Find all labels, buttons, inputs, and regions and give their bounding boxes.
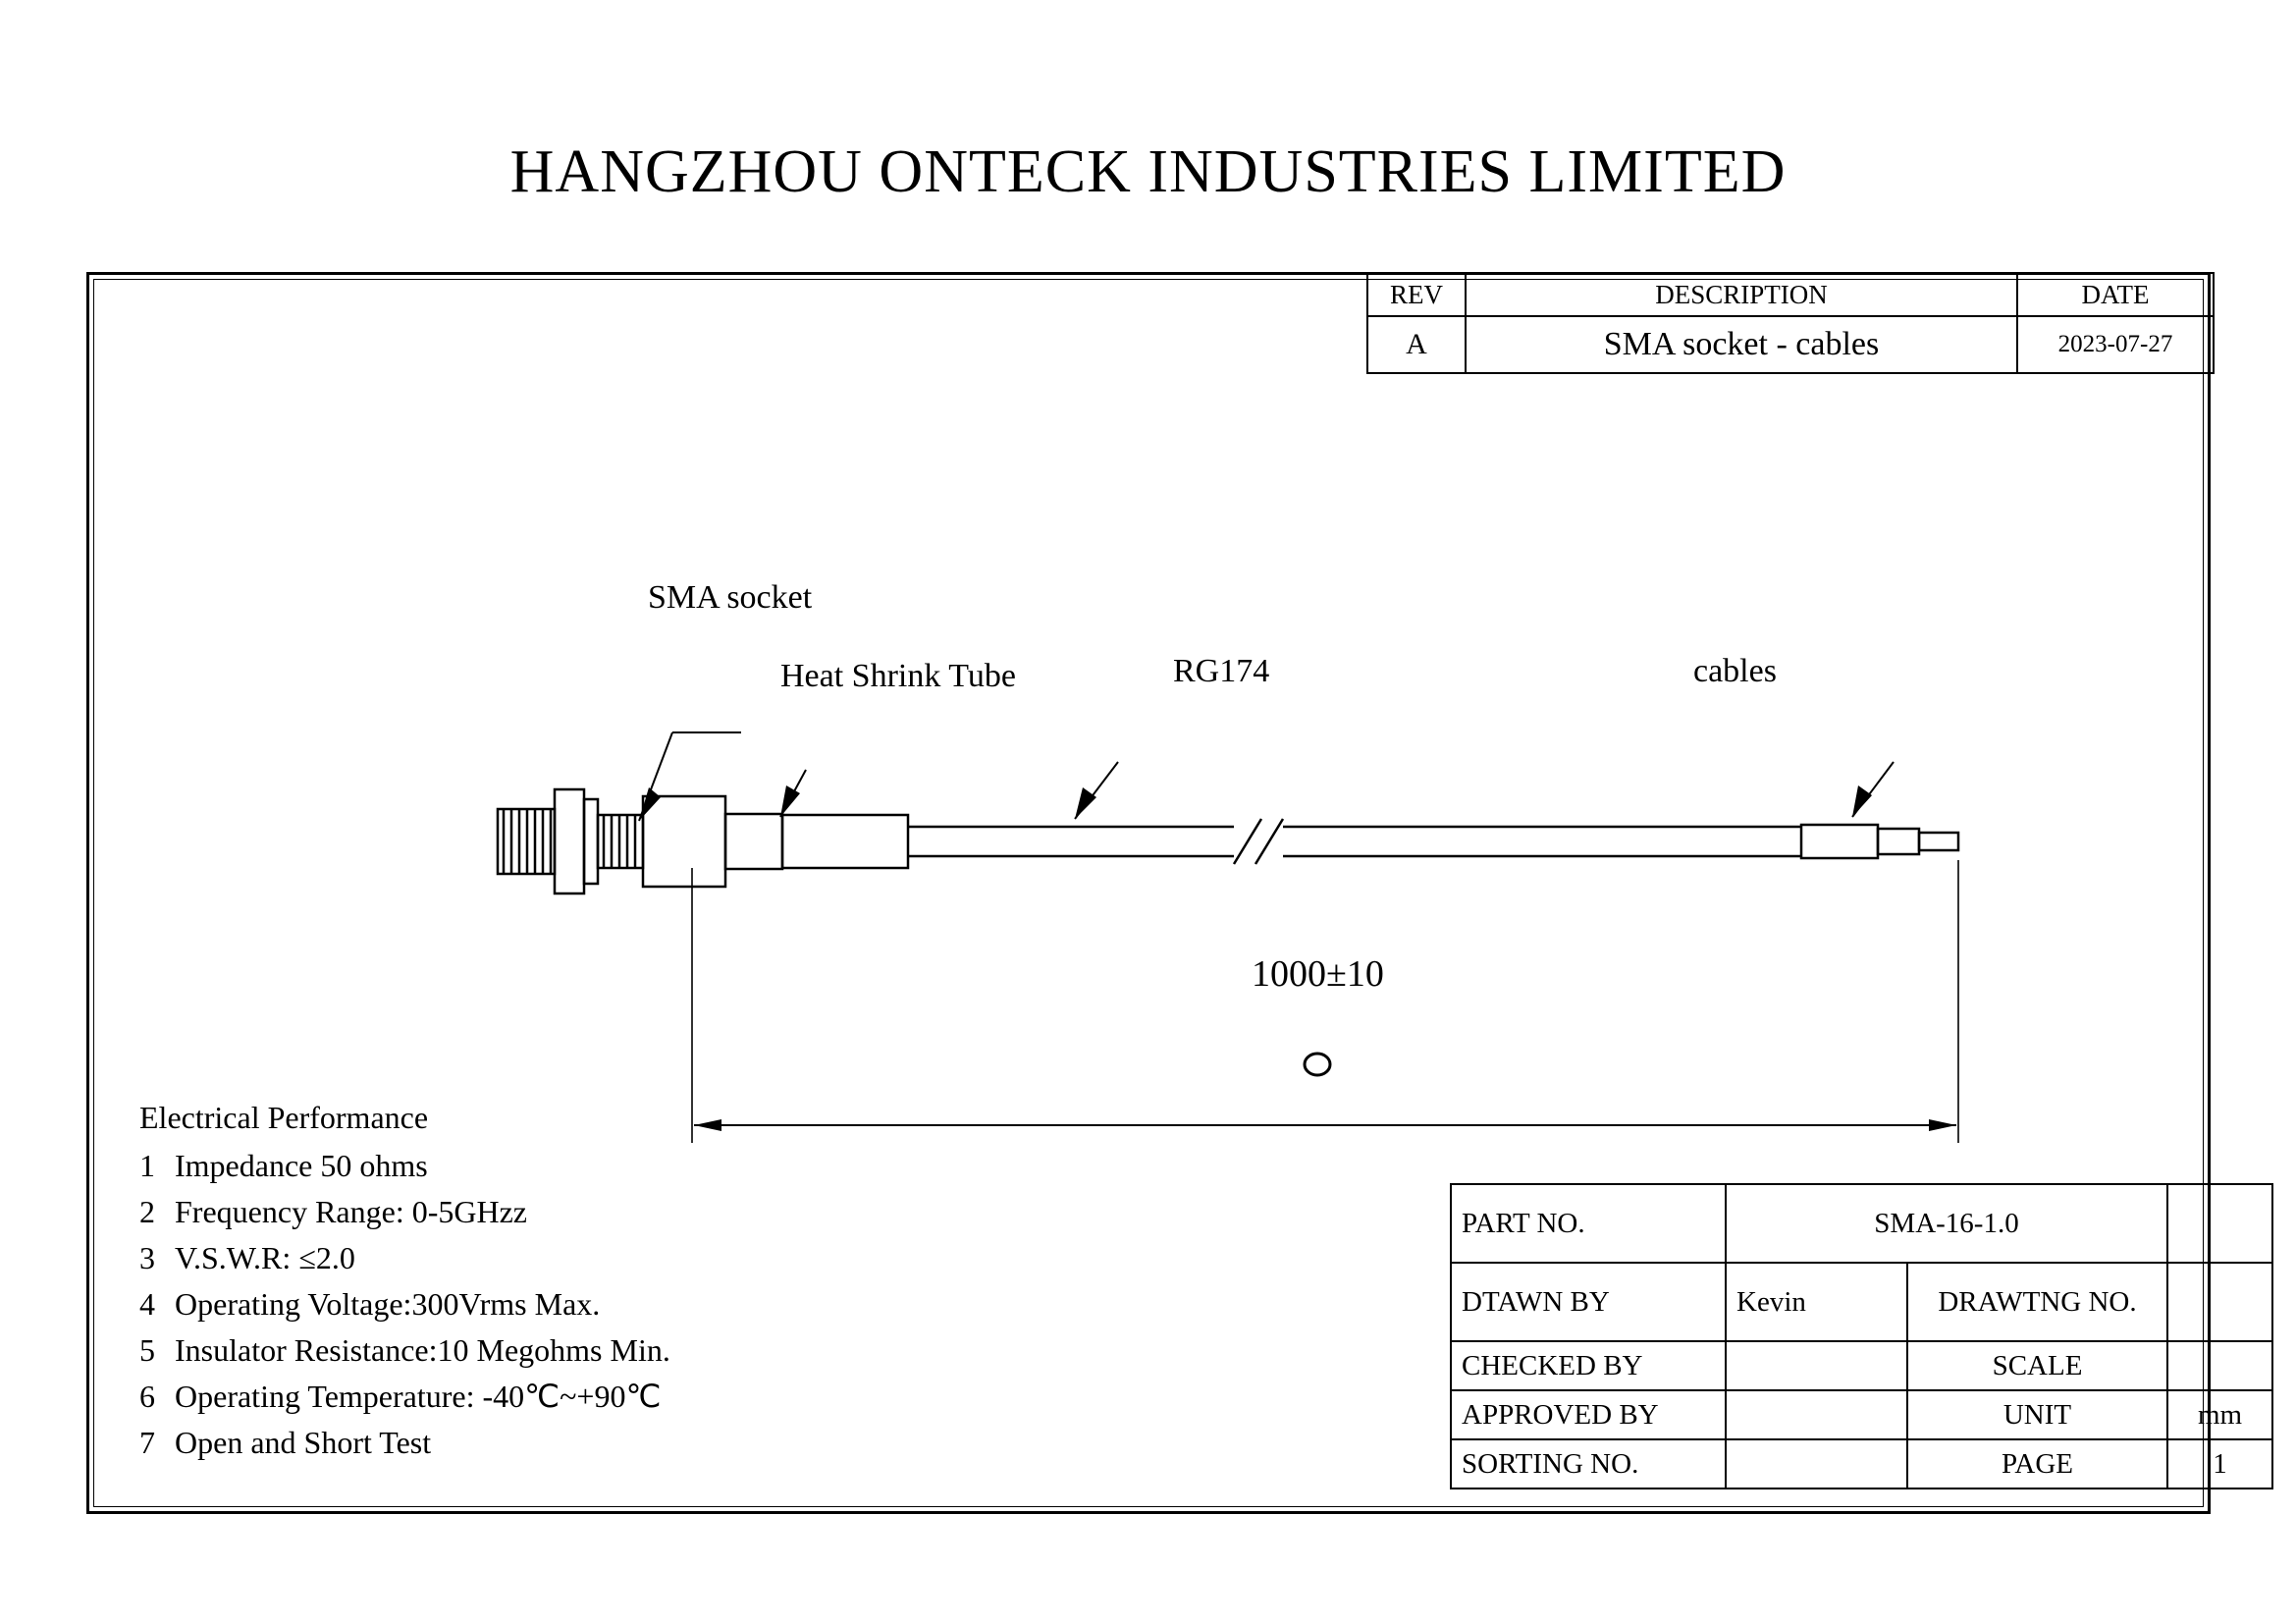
title-block-row-approved-by [1451,1390,2272,1439]
revision-header-rev: REV [1367,273,1466,316]
title-block [1450,1183,2273,1489]
scale-label: SCALE [1907,1341,2167,1390]
spec-number-1: 1 [139,1148,155,1183]
part-no-extra-cell [2167,1184,2272,1263]
sma-body-step [725,814,782,869]
spec-number-6: 6 [139,1379,155,1414]
spec-item-1 [139,1143,670,1189]
spec-number-4: 4 [139,1286,155,1322]
drawing-no-value [2167,1263,2272,1341]
title-block-row-sorting-no [1451,1439,2272,1489]
revision-cell-rev: A [1367,316,1466,373]
revision-header-description: DESCRIPTION [1466,273,2017,316]
dim-arrow-left [694,1119,721,1131]
title-block-row-part-no [1451,1184,2272,1263]
title-block-row-checked-by [1451,1341,2272,1390]
part-no-label: PART NO. [1451,1184,1726,1263]
electrical-performance-block [139,1095,670,1466]
electrical-performance-heading: Electrical Performance [139,1100,429,1135]
spec-text-5: Insulator Resistance:10 Megohms Min. [175,1332,670,1368]
dimension-label: 1000±10 [1252,953,1384,995]
sma-flange [555,789,584,893]
checked-by-value [1726,1341,1907,1390]
scale-value [2167,1341,2272,1390]
cable-jacket-end [1801,825,1878,858]
revision-header-date: DATE [2017,273,2214,316]
page-label: PAGE [1907,1439,2167,1489]
spec-text-1: Impedance 50 ohms [175,1148,428,1183]
sma-washer [584,799,598,884]
approved-by-value [1726,1390,1907,1439]
callout-rg174: RG174 [1173,653,1270,689]
checked-by-label: CHECKED BY [1451,1341,1726,1390]
heat-shrink-tube-shape [782,815,908,868]
spec-item-7 [139,1420,670,1466]
dim-arrow-right [1929,1119,1956,1131]
revision-cell-description: SMA socket - cables [1466,316,2017,373]
spec-item-4 [139,1281,670,1327]
spec-text-4: Operating Voltage:300Vrms Max. [175,1286,601,1322]
cable-shield-end [1878,829,1919,854]
callout-sma-socket: SMA socket [648,579,813,616]
spec-number-5: 5 [139,1332,155,1368]
spec-number-2: 2 [139,1194,155,1229]
cable-conductor-end [1919,833,1958,850]
unit-label: UNIT [1907,1390,2167,1439]
title-block-row-drawn-by [1451,1263,2272,1341]
spec-number-3: 3 [139,1240,155,1275]
spec-item-6 [139,1374,670,1420]
spec-text-6: Operating Temperature: -40℃~+90℃ [175,1379,662,1414]
approved-by-label: APPROVED BY [1451,1390,1726,1439]
dimension-symbol-icon [1305,1054,1330,1075]
sorting-no-value [1726,1439,1907,1489]
spec-item-2 [139,1189,670,1235]
callout-heat-shrink-tube: Heat Shrink Tube [780,658,1016,694]
spec-text-3: V.S.W.R: ≤2.0 [175,1240,355,1275]
part-no-value: SMA-16-1.0 [1726,1184,2167,1263]
spec-text-7: Open and Short Test [175,1425,432,1460]
spec-item-5 [139,1327,670,1374]
revision-cell-date: 2023-07-27 [2017,316,2214,373]
company-title: HANGZHOU ONTECK INDUSTRIES LIMITED [509,138,1787,205]
callout-cables: cables [1693,653,1777,689]
drawing-no-label: DRAWTNG NO. [1907,1263,2167,1341]
drawn-by-label: DTAWN BY [1451,1263,1726,1341]
drawn-by-value: Kevin [1726,1263,1907,1341]
unit-value: mm [2167,1390,2272,1439]
spec-item-3 [139,1235,670,1281]
sorting-no-label: SORTING NO. [1451,1439,1726,1489]
sma-crimp-barrel [643,796,725,887]
page-value: 1 [2167,1439,2272,1489]
spec-number-7: 7 [139,1425,155,1460]
spec-text-2: Frequency Range: 0-5GHzz [175,1194,527,1229]
